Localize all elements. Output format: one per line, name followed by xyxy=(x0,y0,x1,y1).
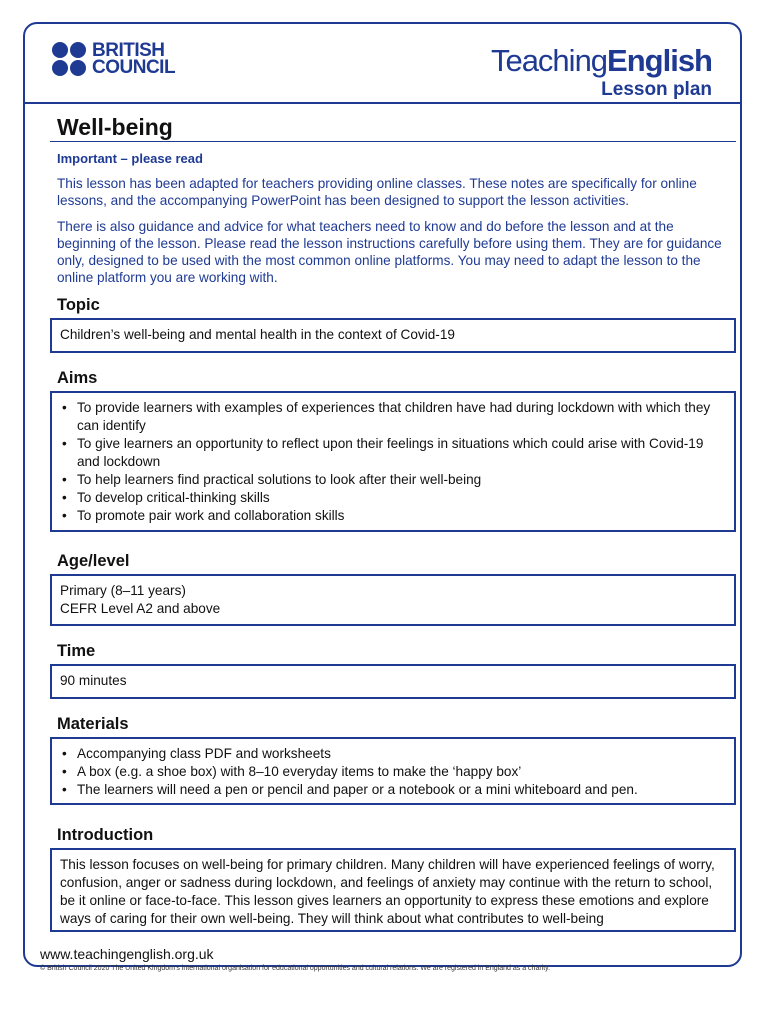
age-level-heading: Age/level xyxy=(57,552,130,570)
introduction-text: This lesson focuses on well-being for primary children. Many children will have experienced feelings of worry, confusion, anger or sadness during lockdown, and feelings of anxiety may continue with the return to school, be it online or face-to-face. This lesson gives learners an opportunity to express these emotions and explore ways of caring for their own well-being. They will think about what contributes to well-being xyxy=(60,857,715,926)
materials-heading: Materials xyxy=(57,715,129,733)
materials-item: • A box (e.g. a shoe box) with 8–10 everyday items to make the ‘happy box’ xyxy=(60,763,726,781)
logo-line-2: COUNCIL xyxy=(92,57,176,78)
aims-item: • To promote pair work and collaboration skills xyxy=(60,507,726,525)
lesson-plan-label: Lesson plan xyxy=(601,79,712,100)
materials-box xyxy=(50,737,736,805)
page-title: Well-being xyxy=(57,114,173,140)
important-paragraph-2: There is also guidance and advice for what teachers need to know and do before the lesson and at the beginning of the lesson. Please read the lesson instructions carefully before using them. They are for guidance only, designed to be used with the most common online platforms. You may need to adapt the lesson to the online platform you are working with. xyxy=(57,219,722,285)
introduction-heading: Introduction xyxy=(57,826,154,844)
time-text: 90 minutes xyxy=(60,673,127,688)
aims-item: • To help learners find practical solutions to look after their well-being xyxy=(60,471,726,489)
materials-item: • Accompanying class PDF and worksheets xyxy=(60,745,726,763)
topic-heading: Topic xyxy=(57,296,100,314)
aims-item: • To give learners an opportunity to reflect upon their feelings in situations which could arise with Covid-19 and lockdown xyxy=(60,435,726,471)
aims-box xyxy=(50,391,736,532)
important-paragraph-1: This lesson has been adapted for teachers providing online classes. These notes are specifically for online lessons, and the accompanying PowerPoint has been designed to support the lesson activities. xyxy=(57,176,697,208)
age-level-line-1: Primary (8–11 years) xyxy=(60,583,186,598)
aims-heading: Aims xyxy=(57,369,98,387)
age-level-line-2: CEFR Level A2 and above xyxy=(60,601,221,616)
time-heading: Time xyxy=(57,642,96,660)
aims-item: • To provide learners with examples of experiences that children have had during lockdown with which they can identify xyxy=(60,399,726,435)
topic-box xyxy=(50,318,736,353)
logo-dots-icon xyxy=(52,42,86,76)
title-divider xyxy=(50,141,736,142)
british-council-logo xyxy=(52,42,175,76)
aims-item: • To develop critical-thinking skills xyxy=(60,489,726,507)
footer-url: www.teachingenglish.org.uk xyxy=(40,946,214,962)
footer-copyright: © British Council 2020 The United Kingdom’s international organisation for educational opportunities and cultural relations. We are registered in England as a charity. xyxy=(40,965,551,972)
topic-text: Children’s well-being and mental health in the context of Covid-19 xyxy=(60,327,455,342)
teachingenglish-brand xyxy=(491,44,712,101)
time-box xyxy=(50,664,736,699)
important-heading: Important – please read xyxy=(57,151,203,166)
age-level-box xyxy=(50,574,736,626)
introduction-box xyxy=(50,848,736,932)
logo-line-1: BRITISH xyxy=(92,40,165,61)
materials-item: • The learners will need a pen or pencil and paper or a notebook or a mini whiteboard and pen. xyxy=(60,781,726,799)
brand-english: English xyxy=(607,43,712,78)
header-divider xyxy=(23,102,742,104)
brand-teaching: Teaching xyxy=(490,43,608,78)
